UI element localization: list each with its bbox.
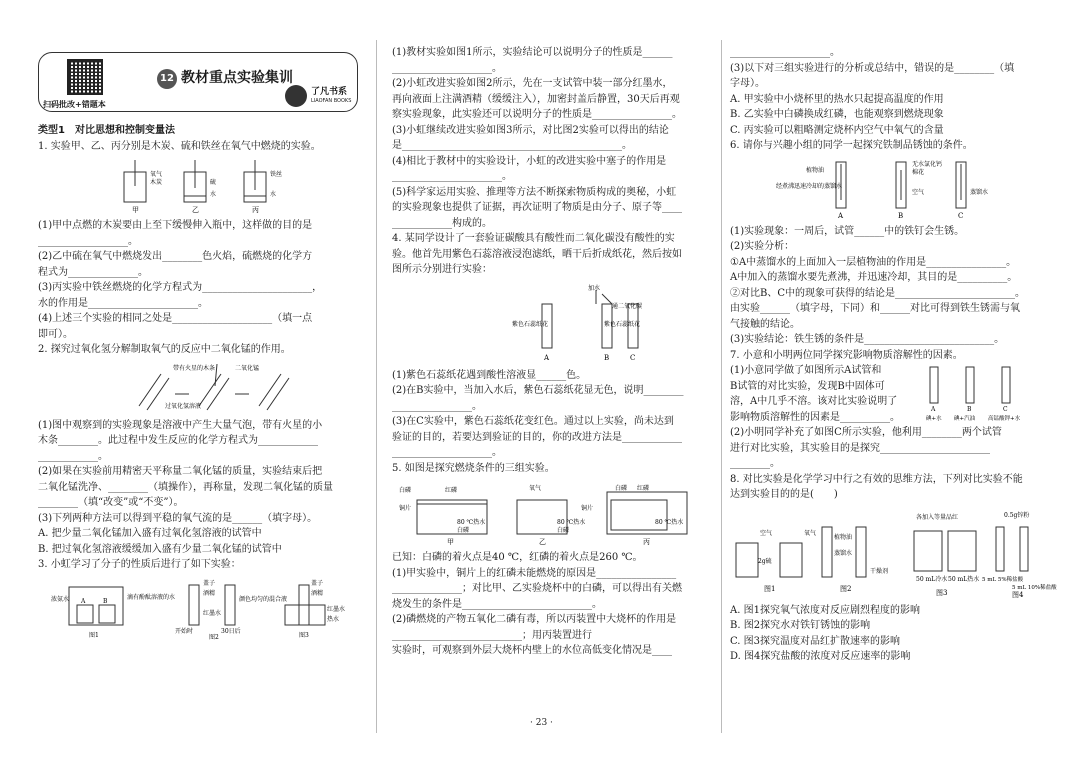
svg-text:甲: 甲 bbox=[132, 206, 139, 214]
text-line: B试管的对比实验，发现B中固体可 bbox=[730, 380, 885, 392]
text-line: 程式为______________。 bbox=[38, 266, 148, 278]
text-line: (3)在C实验中，紫色石蕊纸花变红色。通过以上实验，尚未达到 bbox=[392, 416, 674, 427]
svg-text:50 mL热水: 50 mL热水 bbox=[948, 575, 980, 583]
svg-text:铜片: 铜片 bbox=[399, 505, 412, 512]
option-b: B. 图2探究水对铁钉锈蚀的影响 bbox=[730, 620, 871, 631]
text-line: (5)科学家运用实验、推理等方法不断探索物质构成的奥秘，小虹 bbox=[392, 186, 677, 198]
text-line: 木条________。此过程中发生反应的化学方程式为____________ bbox=[38, 435, 318, 446]
svg-text:热水: 热水 bbox=[327, 615, 340, 623]
figure-molecule bbox=[38, 577, 360, 639]
solubility-diagram bbox=[926, 363, 1038, 423]
text-line: (2)磷燃烧的产物五氧化二磷有毒，所以丙装置中大烧杯的作用是 bbox=[392, 614, 677, 625]
svg-text:A: A bbox=[838, 211, 844, 220]
text-line: (1)甲中点燃的木炭要由上至下缓慢伸入瓶中，这样做的目的是 bbox=[38, 220, 313, 231]
svg-text:滴有酚酞溶液的水: 滴有酚酞溶液的水 bbox=[127, 593, 176, 601]
text-line: ______________；对比甲、乙实验烧杯中的白磷，可以得出有关燃 bbox=[392, 583, 682, 594]
column-3 bbox=[730, 45, 1057, 665]
text-line: 3. 小虹学习了分子的性质后进行了如下实验： bbox=[38, 559, 241, 570]
svg-text:图4: 图4 bbox=[1012, 590, 1024, 599]
column-divider bbox=[721, 40, 722, 733]
text-line: 4. 某同学设计了一套验证碳酸具有酸性而二氧化碳没有酸性的实 bbox=[392, 233, 675, 244]
svg-text:白磷: 白磷 bbox=[399, 487, 412, 494]
svg-text:氧气: 氧气 bbox=[529, 485, 542, 492]
text-line: 已知：白磷的着火点是40 ℃，红磷的着火点是260 ℃。 bbox=[392, 552, 643, 563]
svg-text:图2: 图2 bbox=[209, 633, 219, 641]
text-line: (1)实验现象：一周后，试管______中的铁钉会生锈。 bbox=[730, 225, 965, 237]
column-divider bbox=[376, 40, 377, 733]
svg-text:木炭: 木炭 bbox=[150, 179, 163, 186]
svg-text:棉花: 棉花 bbox=[912, 168, 925, 176]
column-2 bbox=[392, 45, 712, 659]
combustion-diagram bbox=[104, 158, 294, 214]
svg-text:氧气: 氧气 bbox=[804, 529, 817, 537]
svg-text:水: 水 bbox=[270, 191, 277, 198]
combustion-conditions-diagram bbox=[397, 480, 707, 546]
text-line: 达到实验目的的是( ) bbox=[730, 489, 838, 500]
text-line: 烧发生的条件是__________________________。 bbox=[392, 598, 602, 610]
text-line: (1)甲实验中，铜片上的红磷未能燃烧的原因是________________ bbox=[392, 567, 677, 579]
text-line: 水的作用是______________________。 bbox=[38, 297, 208, 309]
svg-text:水: 水 bbox=[210, 191, 217, 198]
text-line: (1)图中观察到的实验现象是溶液中产生大量气泡，带有火星的小 bbox=[38, 419, 323, 431]
svg-text:B: B bbox=[103, 597, 108, 605]
svg-text:盖子: 盖子 bbox=[311, 579, 324, 587]
text-line: 验。他首先用紫色石蕊溶液浸泡滤纸，晒干后折成纸花，然后按如 bbox=[392, 248, 682, 260]
type-heading: 类型1 对比思想和控制变量法 bbox=[38, 125, 175, 136]
svg-text:5 mL 5%稀盐酸: 5 mL 5%稀盐酸 bbox=[982, 576, 1024, 583]
svg-text:B: B bbox=[604, 353, 610, 362]
svg-text:植物油: 植物油 bbox=[806, 166, 825, 174]
svg-text:干燥剂: 干燥剂 bbox=[870, 567, 889, 575]
text-line: 二氧化锰洗净、________（填操作），再称量，发现二氧化锰的质量 bbox=[38, 481, 333, 493]
text-line: 由实验______（填字母，下同）和______对比可得到铁生锈需与氧 bbox=[730, 303, 1020, 314]
svg-text:铁丝: 铁丝 bbox=[270, 171, 283, 178]
text-line: 图所示分别进行实验： bbox=[392, 264, 492, 275]
publisher-subname: LIAOFAN BOOKS bbox=[311, 98, 352, 104]
text-line: 气接触的结论。 bbox=[730, 318, 800, 330]
svg-text:图1: 图1 bbox=[89, 631, 99, 639]
text-line: (2)乙中硫在氧气中燃烧发出________色火焰，硫燃烧的化学方 bbox=[38, 251, 313, 262]
text-line: ________（填“改变”或“不变”）。 bbox=[38, 497, 184, 508]
figure-combustion-conditions bbox=[392, 480, 712, 546]
text-line: 8. 对比实验是化学学习中行之有效的思维方法，下列对比实验不能 bbox=[730, 473, 1023, 485]
svg-text:蒸馏水: 蒸馏水 bbox=[834, 549, 853, 557]
text-line: __________________。 bbox=[38, 235, 138, 247]
svg-text:80 ℃热水: 80 ℃热水 bbox=[655, 519, 684, 526]
option-a: A. 把少量二氧化锰加入盛有过氧化氢溶液的试管中 bbox=[38, 528, 262, 539]
text-line: 实验时，可观察到外层大烧杯内壁上的水位高低变化情况是____ bbox=[392, 645, 672, 656]
text-line: 字母）。 bbox=[730, 78, 765, 89]
svg-text:加水: 加水 bbox=[588, 284, 601, 292]
scan-label: 扫码批改+错题本 bbox=[43, 100, 106, 109]
svg-text:碘+水: 碘+水 bbox=[926, 416, 942, 422]
svg-text:酒精: 酒精 bbox=[311, 589, 324, 597]
svg-text:图3: 图3 bbox=[299, 631, 309, 639]
molecule-diagram bbox=[49, 577, 349, 639]
svg-text:红墨水: 红墨水 bbox=[327, 605, 346, 613]
svg-text:白磷: 白磷 bbox=[615, 485, 628, 492]
svg-text:80 ℃热水: 80 ℃热水 bbox=[457, 519, 486, 526]
svg-text:甲: 甲 bbox=[447, 538, 454, 546]
svg-text:过氧化氢溶液: 过氧化氢溶液 bbox=[165, 402, 202, 410]
text-line: (1)教材实验如图1所示，实验结论可以说明分子的性质是______ bbox=[392, 47, 673, 58]
svg-text:50 mL冷水: 50 mL冷水 bbox=[916, 575, 948, 583]
svg-text:紫色石蕊纸花: 紫色石蕊纸花 bbox=[604, 320, 641, 328]
figure-litmus bbox=[392, 282, 712, 364]
svg-text:浓氨水: 浓氨水 bbox=[51, 595, 70, 603]
svg-text:带有火星的木条: 带有火星的木条 bbox=[173, 364, 216, 372]
text-line: (3)下列两种方法可以得到平稳的氧气流的是______（填字母）。 bbox=[38, 512, 318, 524]
svg-text:空气: 空气 bbox=[760, 529, 773, 537]
option-c: C. 图3探究温度对品红扩散速率的影响 bbox=[730, 635, 901, 647]
text-line: 溶，A中几乎不溶。该对比实验说明了 bbox=[730, 396, 898, 407]
option-a: A. 图1探究氧气浓度对反应剧烈程度的影响 bbox=[730, 604, 920, 616]
svg-text:白磷: 白磷 bbox=[557, 527, 570, 534]
text-line: 进行对比实验，其实验目的是探究______________________ bbox=[730, 442, 990, 454]
text-line: (4)上述三个实验的相同之处是____________________（填一点 bbox=[38, 313, 313, 324]
text-line: (2)小明同学补充了如图C所示实验，他利用________两个试管 bbox=[730, 427, 1002, 438]
svg-text:碘+汽油: 碘+汽油 bbox=[954, 416, 976, 422]
svg-text:C: C bbox=[1003, 406, 1008, 413]
svg-text:颜色均匀的混合液: 颜色均匀的混合液 bbox=[239, 595, 288, 603]
text-line: ②对比B、C中的现象可获得的结论是________________________。 bbox=[730, 287, 1025, 299]
svg-text:通二氧化碳: 通二氧化碳 bbox=[612, 302, 643, 310]
text-line: ________________。 bbox=[392, 400, 482, 412]
text-line: A中加入的蒸馏水要先煮沸，并迅速冷却，其目的是__________。 bbox=[730, 272, 1018, 283]
text-line: ______________________。 bbox=[392, 171, 512, 182]
svg-text:无水氯化钙: 无水氯化钙 bbox=[912, 160, 943, 168]
svg-text:空气: 空气 bbox=[912, 188, 925, 196]
figure-comparison bbox=[730, 507, 1057, 599]
option-b: B. 乙实验中白磷换成红磷，也能观察到燃烧现象 bbox=[730, 109, 944, 120]
svg-text:0.5g锌粉: 0.5g锌粉 bbox=[1004, 511, 1030, 519]
comparison-diagram bbox=[730, 507, 1057, 599]
rust-diagram bbox=[766, 158, 1006, 220]
page-number: · 23 · bbox=[530, 718, 553, 728]
option-b: B. 把过氧化氢溶液缓缓加入盛有少量二氧化锰的试管中 bbox=[38, 543, 282, 555]
svg-text:二氧化锰: 二氧化锰 bbox=[235, 364, 260, 372]
publisher-logo-icon bbox=[285, 85, 307, 107]
column-1 bbox=[38, 123, 360, 643]
figure-h2o2 bbox=[38, 362, 360, 414]
svg-text:丙: 丙 bbox=[643, 538, 650, 546]
svg-text:图3: 图3 bbox=[936, 588, 948, 597]
text-line: ①A中蒸馏水的上面加入一层植物油的作用是________________。 bbox=[730, 256, 1017, 268]
qr-code-icon[interactable] bbox=[67, 59, 103, 95]
svg-text:红磷: 红磷 bbox=[637, 485, 650, 492]
text-line: ____________________。 bbox=[730, 47, 840, 58]
option-c: C. 丙实验可以粗略测定烧杯内空气中氧气的含量 bbox=[730, 124, 944, 136]
text-line: 影响物质溶解性的因素是__________。 bbox=[730, 411, 900, 423]
svg-text:图2: 图2 bbox=[840, 584, 852, 593]
text-line: 再向液面上注满酒精（缓缓注入），加密封盖后静置，30天后再观 bbox=[392, 93, 680, 105]
svg-text:盖子: 盖子 bbox=[203, 579, 216, 587]
text-line: (2)实验分析： bbox=[730, 241, 795, 252]
publisher-name: 了凡书系 bbox=[311, 87, 348, 97]
text-line: 2. 探究过氧化氢分解制取氧气的反应中二氧化锰的作用。 bbox=[38, 344, 291, 355]
litmus-diagram bbox=[452, 282, 652, 364]
text-line: 5. 如图是探究燃烧条件的三组实验。 bbox=[392, 462, 555, 474]
svg-text:图1: 图1 bbox=[764, 584, 776, 593]
svg-text:乙: 乙 bbox=[192, 206, 199, 214]
text-line: (1)紫色石蕊纸花遇到酸性溶液显______色。 bbox=[392, 369, 587, 381]
svg-text:白磷: 白磷 bbox=[457, 527, 470, 534]
svg-text:蒸馏水: 蒸馏水 bbox=[970, 188, 989, 196]
text-line: (2)在B实验中，当加入水后，紫色石蕊纸花显无色，说明________ bbox=[392, 385, 684, 396]
svg-text:C: C bbox=[630, 353, 636, 362]
text-line: (4)相比于教材中的实验设计，小虹的改进实验中塞子的作用是 bbox=[392, 155, 667, 167]
text-line: (2)小虹改进实验如图2所示，先在一支试管中装一部分红墨水， bbox=[392, 78, 673, 89]
text-line: 1. 实验甲、乙、丙分别是木炭、硫和铁丝在氧气中燃烧的实验。 bbox=[38, 140, 321, 152]
svg-text:30日后: 30日后 bbox=[221, 627, 241, 635]
svg-text:红磷: 红磷 bbox=[445, 487, 458, 494]
svg-text:铜片: 铜片 bbox=[581, 505, 594, 512]
figure-combustion bbox=[38, 158, 360, 214]
svg-text:2g硫: 2g硫 bbox=[758, 557, 772, 565]
svg-text:A: A bbox=[931, 406, 936, 413]
q7-block bbox=[730, 363, 1042, 425]
text-line: (3)丙实验中铁丝燃烧的化学方程式为______________________， bbox=[38, 282, 323, 293]
svg-text:经煮沸迅速冷却的蒸馏水: 经煮沸迅速冷却的蒸馏水 bbox=[776, 182, 843, 190]
text-line: 验证的目的，若要达到验证的目的，你的改进方法是____________ bbox=[392, 431, 682, 443]
svg-text:氧气: 氧气 bbox=[150, 171, 163, 178]
section-header-box bbox=[38, 52, 358, 112]
text-line: 的实验现象也提供了证据，再次证明了物质是由分子、原子等____ bbox=[392, 202, 682, 213]
text-line: ____________。 bbox=[38, 450, 108, 462]
text-line: ____________构成的。 bbox=[392, 217, 492, 229]
svg-text:丙: 丙 bbox=[252, 206, 259, 214]
section-title: 教材重点实验集训 bbox=[181, 70, 293, 86]
option-a: A. 甲实验中小烧杯里的热水只起提高温度的作用 bbox=[730, 93, 944, 105]
svg-text:紫色石蕊纸花: 紫色石蕊纸花 bbox=[512, 320, 549, 328]
text-line: (3)以下对三组实验进行的分析或总结中，错误的是________（填 bbox=[730, 62, 1015, 74]
text-line: 6. 请你与兴趣小组的同学一起探究铁制品锈蚀的条件。 bbox=[730, 140, 973, 151]
text-line: ________。 bbox=[730, 458, 780, 469]
svg-text:5 mL 10%稀盐酸: 5 mL 10%稀盐酸 bbox=[1012, 584, 1057, 591]
option-d: D. 图4探究盐酸的浓度对反应速率的影响 bbox=[730, 651, 911, 662]
text-line: (3)实验结论：铁生锈的条件是__________________________。 bbox=[730, 334, 1005, 345]
section-number-badge: 12 bbox=[157, 69, 177, 89]
text-line: ____________________。 bbox=[392, 447, 502, 458]
svg-text:乙: 乙 bbox=[539, 538, 546, 546]
svg-text:红墨水: 红墨水 bbox=[203, 609, 222, 617]
svg-text:C: C bbox=[958, 211, 964, 220]
svg-text:80 ℃热水: 80 ℃热水 bbox=[557, 519, 586, 526]
svg-text:硫: 硫 bbox=[210, 179, 217, 186]
figure-rust bbox=[730, 158, 1042, 220]
text-line: 7. 小意和小明两位同学探究影响物质溶解性的因素。 bbox=[730, 349, 963, 361]
svg-text:高锰酸钾+水: 高锰酸钾+水 bbox=[988, 416, 1021, 422]
svg-text:B: B bbox=[967, 406, 972, 413]
text-line: (1)小意同学做了如图所示A试管和 bbox=[730, 365, 882, 376]
text-line: 察实验现象，此实验还可以说明分子的性质是________________。 bbox=[392, 109, 682, 120]
svg-text:B: B bbox=[898, 211, 904, 220]
text-line: 是____________________________________________。 bbox=[392, 140, 632, 151]
text-line: (3)小虹继续改进实验如图3所示，对比图2实验可以得出的结论 bbox=[392, 124, 669, 136]
svg-text:A: A bbox=[544, 353, 550, 362]
text-line: 即可）。 bbox=[38, 328, 73, 340]
svg-text:酒精: 酒精 bbox=[203, 589, 216, 597]
h2o2-diagram bbox=[99, 362, 299, 414]
text-line: (2)如果在实验前用精密天平称量二氧化锰的质量，实验结束后把 bbox=[38, 466, 323, 477]
svg-text:各加入等量品红: 各加入等量品红 bbox=[916, 513, 959, 521]
svg-text:植物油: 植物油 bbox=[834, 533, 853, 541]
svg-text:A: A bbox=[81, 597, 86, 605]
svg-text:开始时: 开始时 bbox=[175, 627, 194, 635]
text-line: ____________________。 bbox=[392, 62, 502, 74]
text-line: __________________________；用丙装置进行 bbox=[392, 629, 592, 641]
